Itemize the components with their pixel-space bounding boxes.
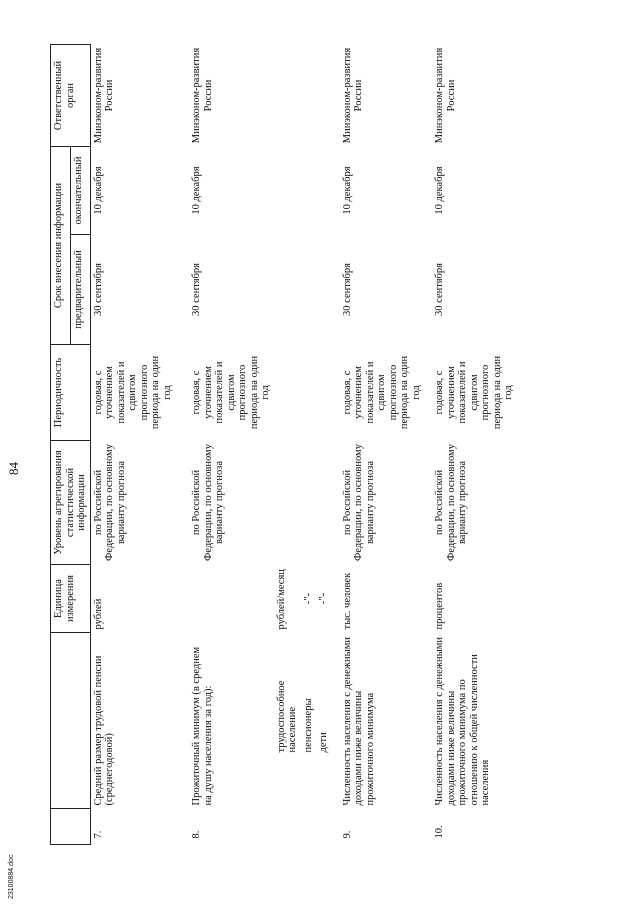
row-indicator: Средний размер трудовой пенсии (среднегодовой) <box>92 655 115 806</box>
file-label: 23100884.doc <box>8 854 15 899</box>
header-period: Периодичность <box>51 345 91 441</box>
table-header <box>51 45 91 845</box>
row-level: по Российской Федерации, по основному варианту прогноза <box>341 444 376 561</box>
table-row <box>189 45 274 845</box>
row-number: 8. <box>191 830 202 839</box>
page-number: 84 <box>6 462 21 475</box>
row-period: годовая, с уточнением показателей и сдвигом прогнозного периода на один год <box>341 355 422 430</box>
subrow-label: дети <box>318 732 329 753</box>
row-body: Минэконом-развития России <box>92 47 115 144</box>
row-unit <box>189 565 274 633</box>
row-period: годовая, с уточнением показателей и сдвигом прогнозного периода на один год <box>92 355 173 430</box>
row-prelim: 30 сентября <box>434 263 445 316</box>
row-prelim: 30 сентября <box>341 263 353 316</box>
row-prelim: 30 сентября <box>92 263 104 316</box>
subrow-unit: -"- <box>302 592 314 605</box>
header-prelim: предварительный <box>70 235 90 345</box>
header-unit: Единица измерения <box>51 565 91 633</box>
header-final: окончательный <box>70 147 90 235</box>
row-body: Минэконом-развития России <box>191 47 214 144</box>
table-subrow <box>274 45 301 845</box>
table-row <box>432 45 517 845</box>
subrow-unit: рублей/месяц <box>275 569 287 630</box>
row-level: по Российской Федерации, по основному варианту прогноза <box>191 444 225 561</box>
row-period: годовая, с уточнением показателей и сдвигом прогнозного периода на один год <box>191 355 271 430</box>
row-final: 10 декабря <box>92 166 104 215</box>
header-num <box>51 809 91 845</box>
header-level: Уровень агрегирования статистической информации <box>51 441 91 565</box>
row-number: 10. <box>434 825 445 839</box>
table-body <box>90 45 517 845</box>
row-final: 10 декабря <box>191 166 202 215</box>
row-level: по Российской Федерации, по основному варианту прогноза <box>434 444 468 561</box>
row-final: 10 декабря <box>434 166 445 215</box>
header-body: Ответственный орган <box>51 45 91 147</box>
table-subrow <box>301 45 317 845</box>
row-indicator: Прожиточный минимум (в среднем на душу населения за год): <box>191 646 214 806</box>
statistics-table <box>50 44 517 845</box>
subrow-unit: -"- <box>318 592 329 605</box>
row-level: по Российской Федерации, по основному варианту прогноза <box>92 444 127 561</box>
table-row <box>90 45 175 845</box>
row-body: Минэконом-развития России <box>341 47 364 144</box>
table-row <box>340 45 425 845</box>
row-unit: тыс. человек <box>341 572 353 630</box>
subrow-label: пенсионеры <box>302 698 314 753</box>
row-unit: процентов <box>434 582 445 630</box>
row-final: 10 декабря <box>341 166 353 215</box>
row-number: 7. <box>92 830 104 839</box>
row-number: 9. <box>341 830 353 839</box>
header-indicator <box>51 633 91 809</box>
row-unit: рублей <box>92 598 104 630</box>
row-prelim: 30 сентября <box>191 263 202 316</box>
row-indicator: Численность населения с денежными доходами ниже величины прожиточного минимума по отношению к общей численности населения <box>434 637 491 806</box>
subrow-label: трудоспособное население <box>275 680 298 753</box>
row-body: Минэконом-развития России <box>434 47 457 144</box>
row-indicator: Численность населения с денежными доходами ниже величины прожиточного минимума <box>341 637 376 806</box>
header-deadline: Срок внесения информации <box>51 147 71 345</box>
row-period: годовая, с уточнением показателей и сдвигом прогнозного периода на один год <box>434 355 514 430</box>
table-subrow <box>316 45 332 845</box>
